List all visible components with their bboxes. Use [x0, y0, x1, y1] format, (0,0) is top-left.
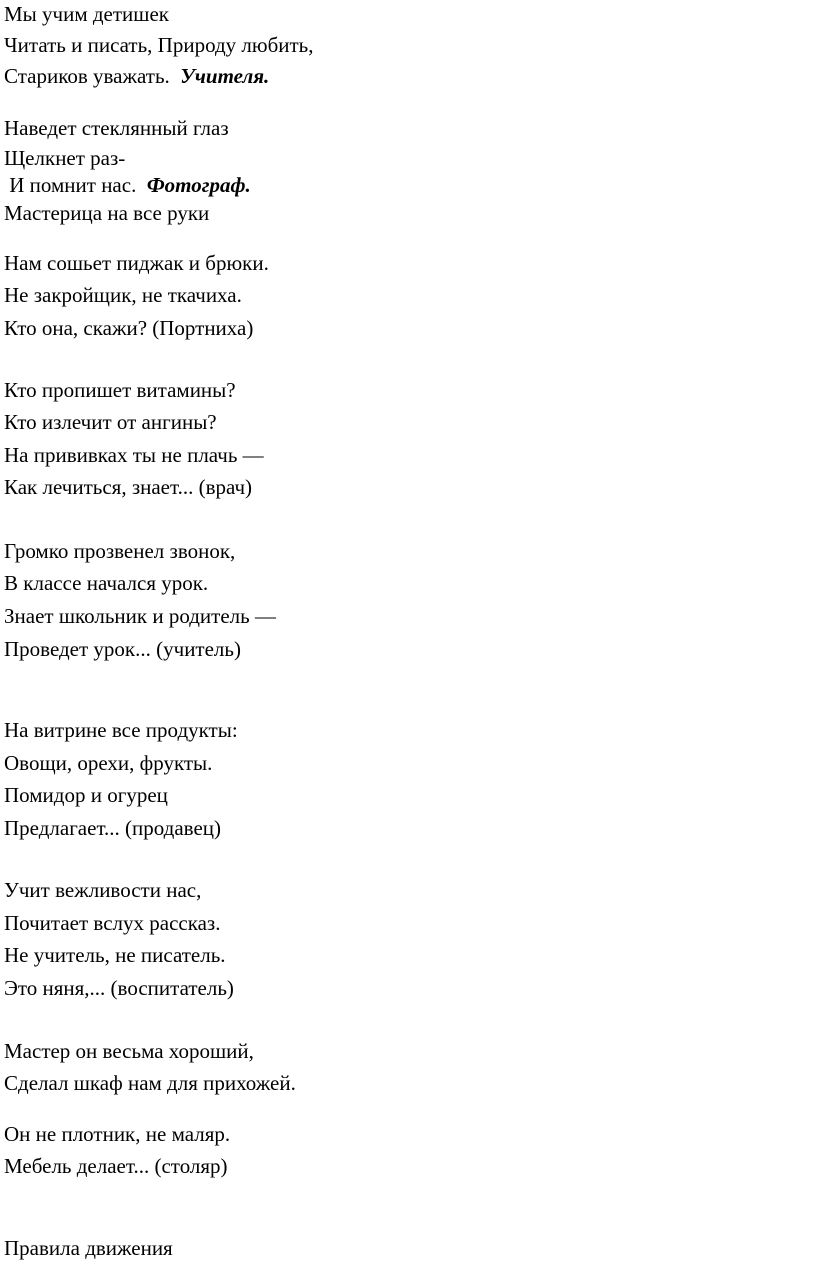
riddle-seller-line-4: Предлагает... (продавец) [4, 816, 222, 840]
riddle-tailor-line-1: Мастерица на все руки [4, 201, 210, 225]
riddle-doctor-line-3: На прививках ты не плачь — [4, 443, 264, 467]
riddle-tailor-line-3: Не закройщик, не ткачиха. [4, 283, 242, 307]
riddle-school-teacher-line-2: В классе начался урок. [4, 571, 209, 595]
riddle-photographer-answer: Фотограф. [146, 173, 251, 197]
riddle-teacher-answer: Учителя. [180, 64, 270, 88]
riddle-tailor-line-2: Нам сошьет пиджак и брюки. [4, 251, 269, 275]
riddle-educator-line-3: Не учитель, не писатель. [4, 943, 226, 967]
section-heading-traffic-rules: Правила движения [4, 1236, 173, 1260]
riddle-teacher-text: Стариков уважать. [4, 64, 181, 88]
riddle-teacher-line-3 [4, 64, 269, 88]
riddle-carpenter-line-1: Мастер он весьма хороший, [4, 1039, 254, 1063]
riddle-tailor-line-4: Кто она, скажи? (Портниха) [4, 316, 254, 340]
riddle-photographer-text: И помнит нас. [4, 173, 147, 197]
riddle-carpenter-line-2: Сделал шкаф нам для прихожей. [4, 1071, 296, 1095]
riddle-educator-line-4: Это няня,... (воспитатель) [4, 976, 234, 1000]
riddle-doctor-line-4: Как лечиться, знает... (врач) [4, 475, 253, 499]
riddle-carpenter-line-4: Мебель делает... (столяр) [4, 1154, 228, 1178]
riddle-photographer-line-2: Щелкнет раз- [4, 146, 126, 170]
riddle-carpenter-line-3: Он не плотник, не маляр. [4, 1122, 231, 1146]
riddle-doctor-line-1: Кто пропишет витамины? [4, 378, 236, 402]
riddle-teacher-line-2: Читать и писать, Природу любить, [4, 33, 314, 57]
riddle-seller-line-3: Помидор и огурец [4, 783, 168, 807]
riddle-doctor-line-2: Кто излечит от ангины? [4, 410, 217, 434]
riddle-school-teacher-line-1: Громко прозвенел звонок, [4, 539, 236, 563]
riddle-school-teacher-line-4: Проведет урок... (учитель) [4, 637, 241, 661]
riddle-photographer-line-1: Наведет стеклянный глаз [4, 116, 229, 140]
riddle-school-teacher-line-3: Знает школьник и родитель — [4, 604, 276, 628]
riddle-seller-line-2: Овощи, орехи, фрукты. [4, 751, 213, 775]
riddle-educator-line-1: Учит вежливости нас, [4, 878, 202, 902]
riddle-educator-line-2: Почитает вслух рассказ. [4, 911, 221, 935]
riddle-photographer-line-3 [4, 173, 251, 197]
riddle-teacher-line-1: Мы учим детишек [4, 2, 169, 26]
riddle-seller-line-1: На витрине все продукты: [4, 718, 238, 742]
